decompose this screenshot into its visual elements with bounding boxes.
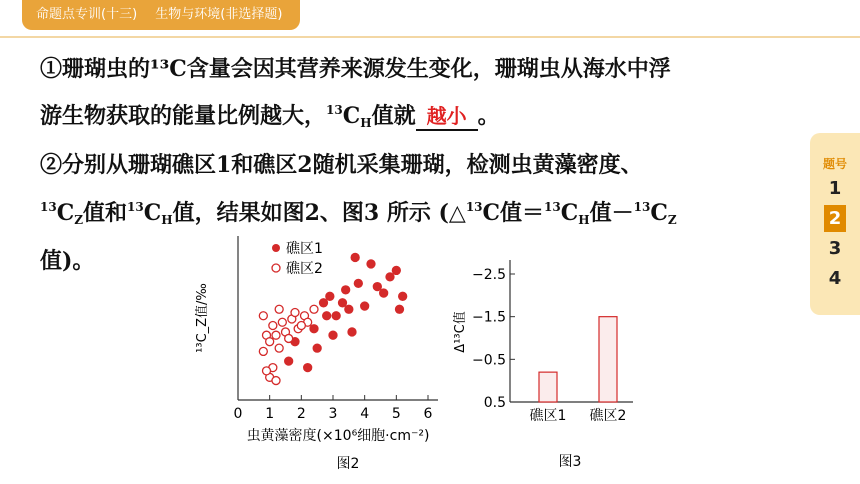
line-4-text-g: 值－ [589, 200, 634, 226]
isotope-superscript: 13 [465, 200, 483, 214]
point-reef1 [351, 253, 359, 261]
x-tick-label: 3 [328, 406, 338, 422]
point-reef2 [275, 305, 283, 313]
point-reef1 [345, 305, 353, 313]
x-tick-label: 4 [360, 406, 370, 422]
figure-3-caption: 图3 [558, 454, 582, 470]
point-reef1 [392, 266, 400, 274]
line-2-text-a: 游生物获取的能量比例越大， [40, 103, 327, 129]
x-tick-label: 6 [423, 406, 433, 422]
category-label: 礁区1 [529, 408, 567, 424]
legend-marker-reef2 [272, 264, 280, 272]
isotope-superscript: 13 [326, 103, 343, 117]
line-2-end: 。 [477, 103, 500, 129]
subscript-h: H [360, 116, 372, 130]
point-reef1 [332, 312, 340, 320]
line-4-c3: C [560, 200, 579, 226]
paragraph-line-3 [40, 148, 643, 179]
point-reef2 [259, 312, 267, 320]
isotope-superscript: 13 [544, 200, 561, 214]
header-topic: 生物与环境(非选择题) [155, 7, 283, 22]
question-number-nav [810, 133, 860, 315]
answer-blank: 越小 [416, 103, 478, 131]
line-4-text-d: 值，结果如图2、图3 所示 (△ [172, 200, 466, 226]
point-reef1 [348, 328, 356, 336]
point-reef2 [275, 344, 283, 352]
line-4-text-e: C值＝ [482, 200, 545, 226]
point-reef1 [326, 292, 334, 300]
point-reef1 [310, 325, 318, 333]
point-reef2 [297, 321, 305, 329]
point-reef2 [266, 338, 274, 346]
point-reef1 [323, 312, 331, 320]
line-3-text: ②分别从珊瑚礁区1和礁区2随机采集珊瑚，检测虫黄藻密度、 [40, 152, 643, 178]
x-tick-label: 0 [233, 406, 243, 422]
paragraph-line-1 [40, 52, 671, 83]
nav-item-1[interactable]: 1 [828, 178, 842, 199]
point-reef1 [304, 364, 312, 372]
line-4-c1: C [56, 200, 75, 226]
paragraph-line-5 [40, 244, 94, 275]
line-2-c: C [342, 103, 361, 129]
point-reef2 [272, 331, 280, 339]
point-reef1 [339, 299, 347, 307]
category-label: 礁区2 [589, 408, 627, 424]
paragraph-line-4 [40, 196, 677, 227]
point-reef2 [291, 309, 299, 317]
line-5-text: 值)。 [40, 248, 95, 274]
point-reef2 [263, 367, 271, 375]
bar-1 [539, 372, 557, 402]
y-tick-label: −1.5 [472, 309, 506, 326]
subscript-z: Z [74, 213, 83, 227]
point-reef2 [285, 334, 293, 342]
legend-reef2: 礁区2 [286, 261, 323, 277]
point-reef2 [272, 377, 280, 385]
isotope-superscript: 13 [127, 200, 144, 214]
line-4-text-b: 值和 [82, 200, 127, 226]
point-reef1 [329, 331, 337, 339]
subscript-h: H [578, 213, 590, 227]
point-reef1 [396, 305, 404, 313]
header-section: 命题点专训(十三) [36, 7, 138, 22]
y-tick-label: 0.5 [483, 395, 506, 411]
top-header [0, 0, 860, 38]
y-axis-label: ¹³C_Z值/‰ [195, 283, 210, 353]
isotope-superscript: 13 [40, 200, 57, 214]
point-reef1 [367, 260, 375, 268]
header-divider [0, 36, 860, 38]
figure-2-caption: 图2 [336, 456, 360, 472]
subscript-z: Z [667, 213, 677, 227]
point-reef1 [373, 283, 381, 291]
y-tick-label: −2.5 [472, 267, 506, 283]
point-reef2 [310, 305, 318, 313]
point-reef1 [285, 357, 293, 365]
figure-3-bar [448, 252, 648, 478]
x-tick-label: 5 [391, 406, 401, 422]
subscript-h: H [161, 213, 173, 227]
y-tick-label: −0.5 [472, 352, 506, 369]
point-reef2 [259, 347, 267, 355]
point-reef1 [386, 273, 394, 281]
nav-item-2[interactable]: 2 [824, 205, 846, 232]
line-4-c4: C [650, 200, 668, 226]
point-reef2 [278, 318, 286, 326]
legend-marker-reef1 [272, 244, 280, 252]
point-reef1 [313, 344, 321, 352]
line-1-text: ①珊瑚虫的¹³C含量会因其营养来源发生变化，珊瑚虫从海水中浮 [40, 56, 671, 82]
paragraph-line-2 [40, 99, 500, 131]
figure-2-scatter [195, 228, 450, 480]
point-reef1 [380, 289, 388, 297]
point-reef1 [361, 302, 369, 310]
line-2-text-b: 值就 [371, 103, 416, 129]
x-tick-label: 1 [265, 406, 275, 422]
nav-item-4[interactable]: 4 [828, 268, 842, 289]
line-4-c2: C [143, 200, 162, 226]
y-axis-label: Δ¹³C值 [453, 311, 468, 353]
x-axis-label: 虫黄藻密度(×10⁶细胞·cm⁻²) [246, 428, 430, 444]
point-reef1 [399, 292, 407, 300]
bar-2 [599, 317, 617, 402]
isotope-superscript: 13 [633, 200, 651, 214]
nav-title: 题号 [822, 157, 847, 171]
point-reef2 [269, 321, 277, 329]
nav-item-3[interactable]: 3 [828, 238, 842, 259]
point-reef1 [342, 286, 350, 294]
header-tab [22, 0, 300, 30]
point-reef1 [320, 299, 328, 307]
legend-reef1: 礁区1 [286, 241, 323, 257]
point-reef1 [354, 279, 362, 287]
x-tick-label: 2 [296, 406, 306, 422]
